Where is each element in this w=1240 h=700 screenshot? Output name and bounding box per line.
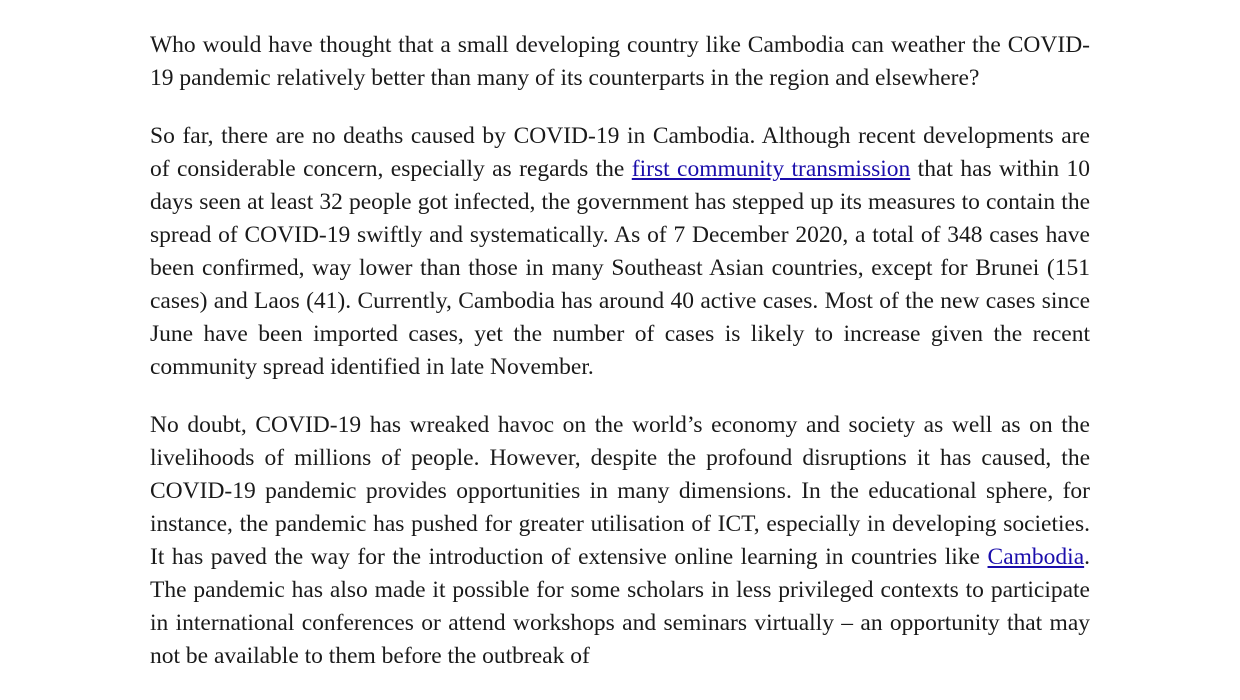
- paragraph-cases-text-after: that has within 10 days seen at least 32 people got infected, the government has stepped up its measures to contain the spread of COVID-19 swiftly and systematically. As of 7 December 2020, a total of 348 cases have been confirmed, way lower than those in many Southeast Asian countries, except for Brunei (151 cases) and Laos (41). Currently, Cambodia has around 40 active cases. Most of the new cases since June have been imported cases, yet the number of cases is likely to increase given the recent community spread identified in late November.: [150, 156, 1090, 380]
- paragraph-opportunities-text-before: No doubt, COVID-19 has wreaked havoc on the world’s economy and society as well as on the livelihoods of millions of people. However, despite the profound disruptions it has caused, the COVID-19 pandemic provides opportunities in many dimensions. In the educational sphere, for instance, the pandemic has pushed for greater utilisation of ICT, especially in developing societies. It has paved the way for the introduction of extensive online learning in countries like: [150, 412, 1090, 570]
- article-body: [150, 29, 1090, 698]
- cambodia-link[interactable]: Cambodia: [987, 544, 1085, 570]
- first-community-transmission-link[interactable]: first community transmission: [631, 156, 911, 182]
- paragraph-cases-text-before: So far, there are no deaths caused by COVID-19 in Cambodia. Although recent developments are of considerable concern, especially as regards the: [150, 123, 1090, 182]
- paragraph-opportunities-text-after: . The pandemic has also made it possible for some scholars in less privileged contexts to participate in international conferences or attend workshops and seminars virtually – an opportunity that may not be available to them before the outbreak of: [150, 544, 1090, 669]
- paragraph-opportunities: [150, 409, 1090, 673]
- paragraph-intro: [150, 29, 1090, 95]
- paragraph-intro-text: Who would have thought that a small developing country like Cambodia can weather the COVID-19 pandemic relatively better than many of its counterparts in the region and elsewhere?: [150, 32, 1090, 91]
- paragraph-cases: [150, 120, 1090, 384]
